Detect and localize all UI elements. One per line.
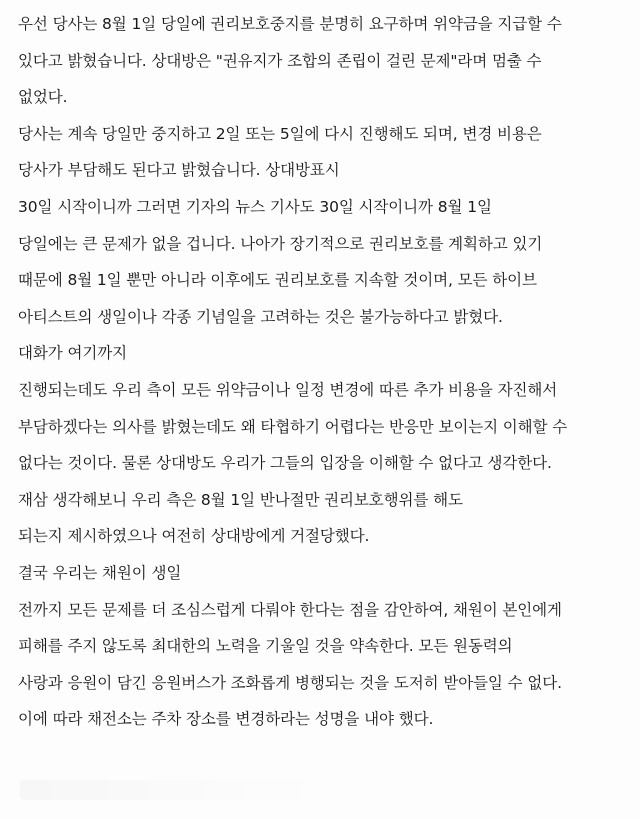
text-line-15: 되는지 제시하였으나 여전히 상대방에게 거절당했다. bbox=[18, 527, 370, 546]
text-line-2: 있다고 밝혔습니다. 상대방은 "권유지가 조합의 존립이 걸린 문제"라며 멈출 수 bbox=[18, 51, 542, 70]
text-line-18: 피해를 주지 않도록 최대한의 노력을 기울일 것을 약속한다. 모든 원동력의 bbox=[18, 637, 513, 656]
text-line-6: 30일 시작이니까 그러면 기자의 뉴스 기사도 30일 시작이니까 8월 1일 bbox=[18, 197, 492, 216]
text-line-8: 때문에 8월 1일 뿐만 아니라 이후에도 권리보호를 지속할 것이며, 모든 하이브 bbox=[18, 271, 537, 290]
text-line-9: 아티스트의 생일이나 각종 기념일을 고려하는 것은 불가능하다고 밝혔다. bbox=[18, 307, 503, 326]
text-line-16: 결국 우리는 채원이 생일 bbox=[18, 563, 182, 582]
text-line-3: 없었다. bbox=[18, 88, 68, 107]
text-line-10: 대화가 여기까지 bbox=[18, 344, 127, 363]
text-line-5: 당사가 부담해도 된다고 밝혔습니다. 상대방표시 bbox=[18, 161, 340, 180]
text-line-14: 재삼 생각해보니 우리 측은 8월 1일 반나절만 권리보호행위를 해도 bbox=[18, 490, 463, 509]
text-line-17: 전까지 모든 문제를 더 조심스럽게 다뤄야 한다는 점을 감안하여, 채원이 본인에게 bbox=[18, 600, 562, 619]
text-line-7: 당일에는 큰 문제가 없을 겁니다. 나아가 장기적으로 권리보호를 계획하고 있기 bbox=[18, 234, 543, 253]
text-line-19: 사랑과 응원이 담긴 응원버스가 조화롭게 병행되는 것을 도저히 받아들일 수 없다. bbox=[18, 673, 562, 692]
faded-bottom-text bbox=[20, 780, 320, 800]
text-line-20: 이에 따라 채전소는 주차 장소를 변경하라는 성명을 내야 했다. bbox=[18, 710, 434, 729]
text-line-4: 당사는 계속 당일만 중지하고 2일 또는 5일에 다시 진행해도 되며, 변경 비용은 bbox=[18, 124, 542, 143]
text-line-11: 진행되는데도 우리 측이 모든 위약금이나 일정 변경에 따른 추가 비용을 자진해서 bbox=[18, 380, 558, 399]
text-line-13: 없다는 것이다. 물론 상대방도 우리가 그들의 입장을 이해할 수 없다고 생각한다. bbox=[18, 454, 552, 473]
document-text bbox=[18, 6, 628, 738]
text-line-1: 우선 당사는 8월 1일 당일에 권리보호중지를 분명히 요구하며 위약금을 지급할 수 bbox=[18, 15, 562, 33]
text-line-12: 부담하겠다는 의사를 밝혔는데도 왜 타협하기 어렵다는 반응만 보이는지 이해할 수 bbox=[18, 417, 568, 436]
